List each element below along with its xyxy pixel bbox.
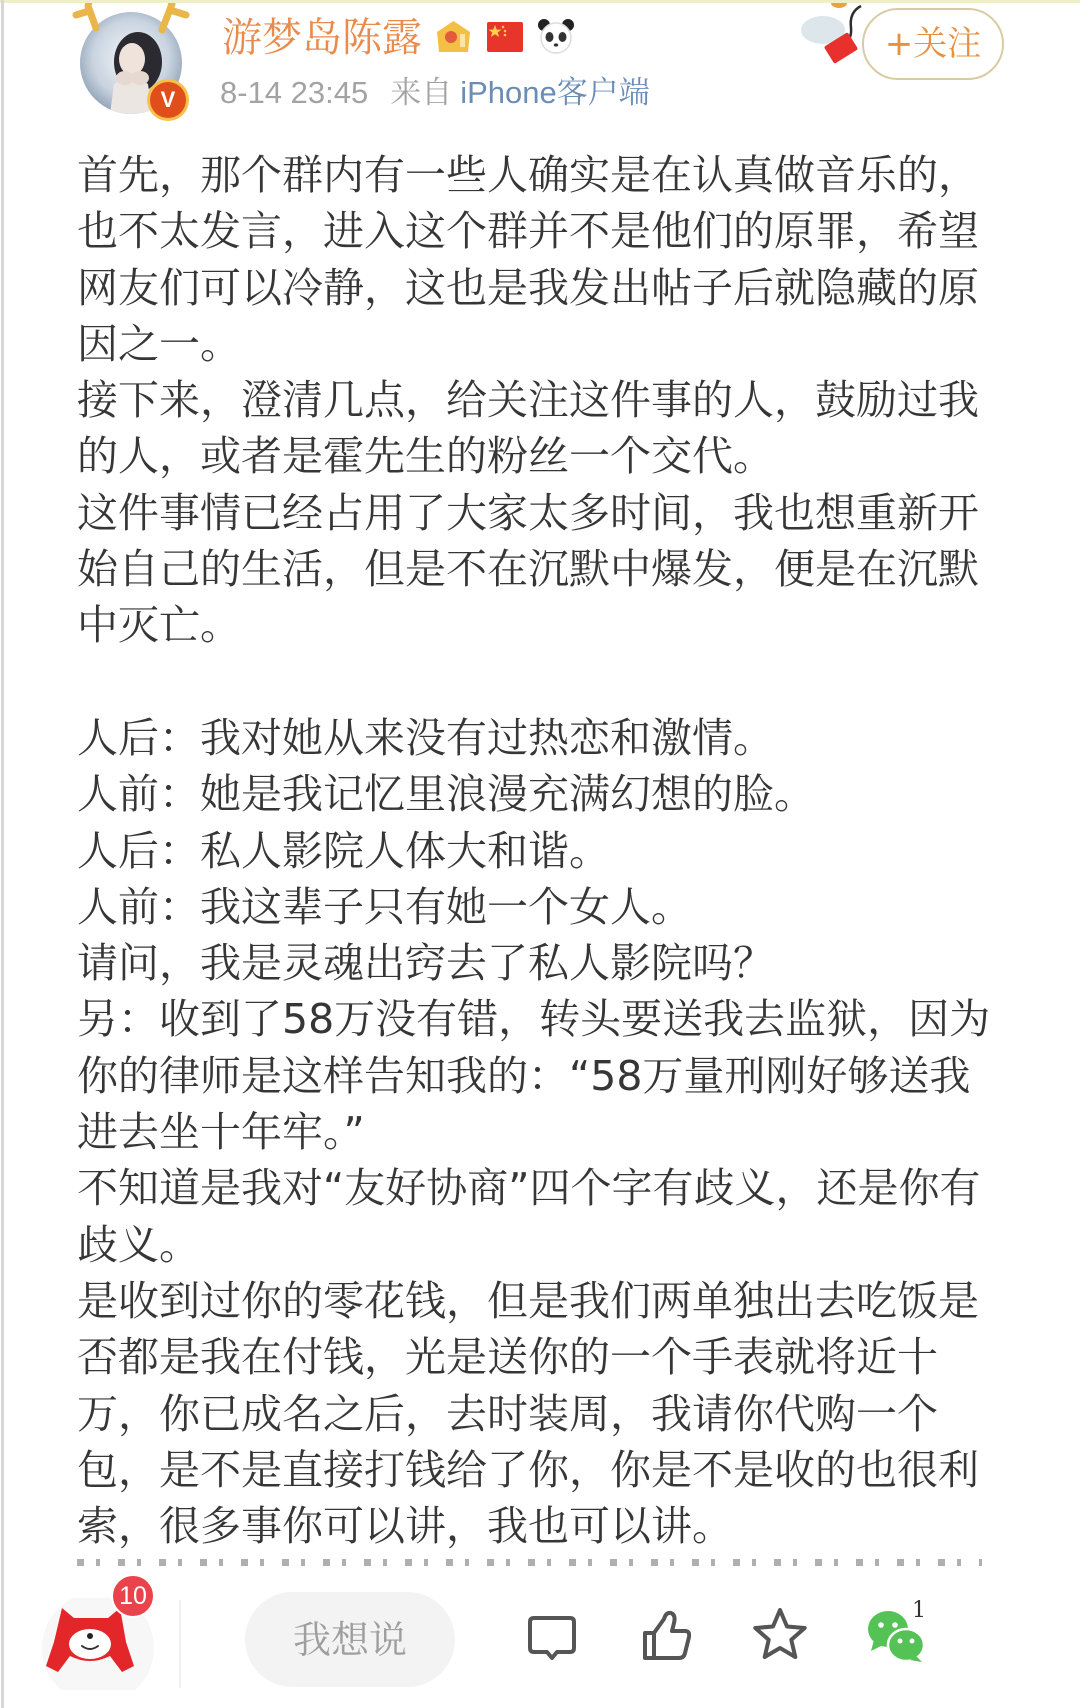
antler-decoration-icon [60,0,200,40]
post-line: 万，你已成名之后，去时装周，我请你代购一个 [77,1389,938,1438]
post-line: 歧义。 [77,1220,200,1269]
share-count: 1 [912,1598,926,1623]
post-line: 也不太发言，进入这个群并不是他们的原罪，希望 [77,207,979,256]
vip-crown-icon[interactable] [435,19,472,54]
top-edge [0,0,1080,3]
post-line: 另：收到了58万没有错，转头要送我去监狱，因为 [77,995,991,1044]
divider [179,1600,181,1688]
post-line: 网友们可以冷静，这也是我发出帖子后就隐藏的原 [77,263,979,312]
post-line: 人前：她是我记忆里浪漫充满幻想的脸。 [77,770,815,819]
post-line: 索，很多事你可以讲，我也可以讲。 [77,1502,733,1551]
notification-count-badge[interactable]: 10 [111,1574,155,1618]
post-line: 这件事情已经占用了大家太多时间，我也想重新开 [77,488,979,537]
post-line: 的人，或者是霍先生的粉丝一个交代。 [77,432,774,481]
post-line: 人后：私人影院人体大和谐。 [77,826,610,875]
post-line: 进去坐十年牢。” [77,1108,365,1157]
timestamp: 8-14 23:45 [220,75,369,110]
comment-input[interactable] [245,1592,455,1687]
post-line: 始自己的生活，但是不在沉默中爆发，便是在沉默 [77,545,979,594]
post-meta [220,76,650,110]
follow-button[interactable]: +关注 [862,8,1004,80]
post-line: 因之一。 [77,319,241,368]
post-line: 是收到过你的零花钱，但是我们两单独出去吃饭是 [77,1276,979,1325]
post-line: 中灭亡。 [77,601,241,650]
post-line: 包，是不是直接打钱给了你，你是不是收的也很利 [77,1445,979,1494]
left-edge [1,0,4,1708]
source-client-link[interactable]: iPhone客户端 [460,75,650,110]
post-line: 你的律师是这样告知我的：“58万量刑刚好够送我 [77,1051,971,1100]
china-flag-icon[interactable] [487,22,523,52]
post-line: 接下来，澄清几点，给关注这件事的人，鼓励过我 [77,376,979,425]
source-prefix: 来自 [390,75,453,110]
favorite-star-icon[interactable] [751,1607,809,1663]
lucky-charm-decoration-icon [795,0,865,70]
post-body [77,147,1067,1554]
panda-icon[interactable] [537,17,575,55]
post-line: 不知道是我对“友好协商”四个字有歧义，还是你有 [77,1164,981,1213]
post-line: 人前：我这辈子只有她一个女人。 [77,882,692,931]
truncated-text-line [77,1559,982,1566]
bottom-action-bar [0,1568,1080,1708]
comment-icon[interactable] [527,1615,577,1663]
post-line: 人后：我对她从来没有过热恋和激情。 [77,713,774,762]
post-blank-line [77,654,1067,710]
verified-badge-icon: V [150,82,186,118]
username[interactable]: 游梦岛陈露 [222,15,422,61]
post-line: 请问，我是灵魂出窍去了私人影院吗？ [77,939,774,988]
like-thumbs-up-icon[interactable] [641,1609,691,1661]
post-line: 否都是我在付钱，光是送你的一个手表就将近十 [77,1333,938,1382]
post-line: 首先，那个群内有一些人确实是在认真做音乐的， [77,151,979,199]
